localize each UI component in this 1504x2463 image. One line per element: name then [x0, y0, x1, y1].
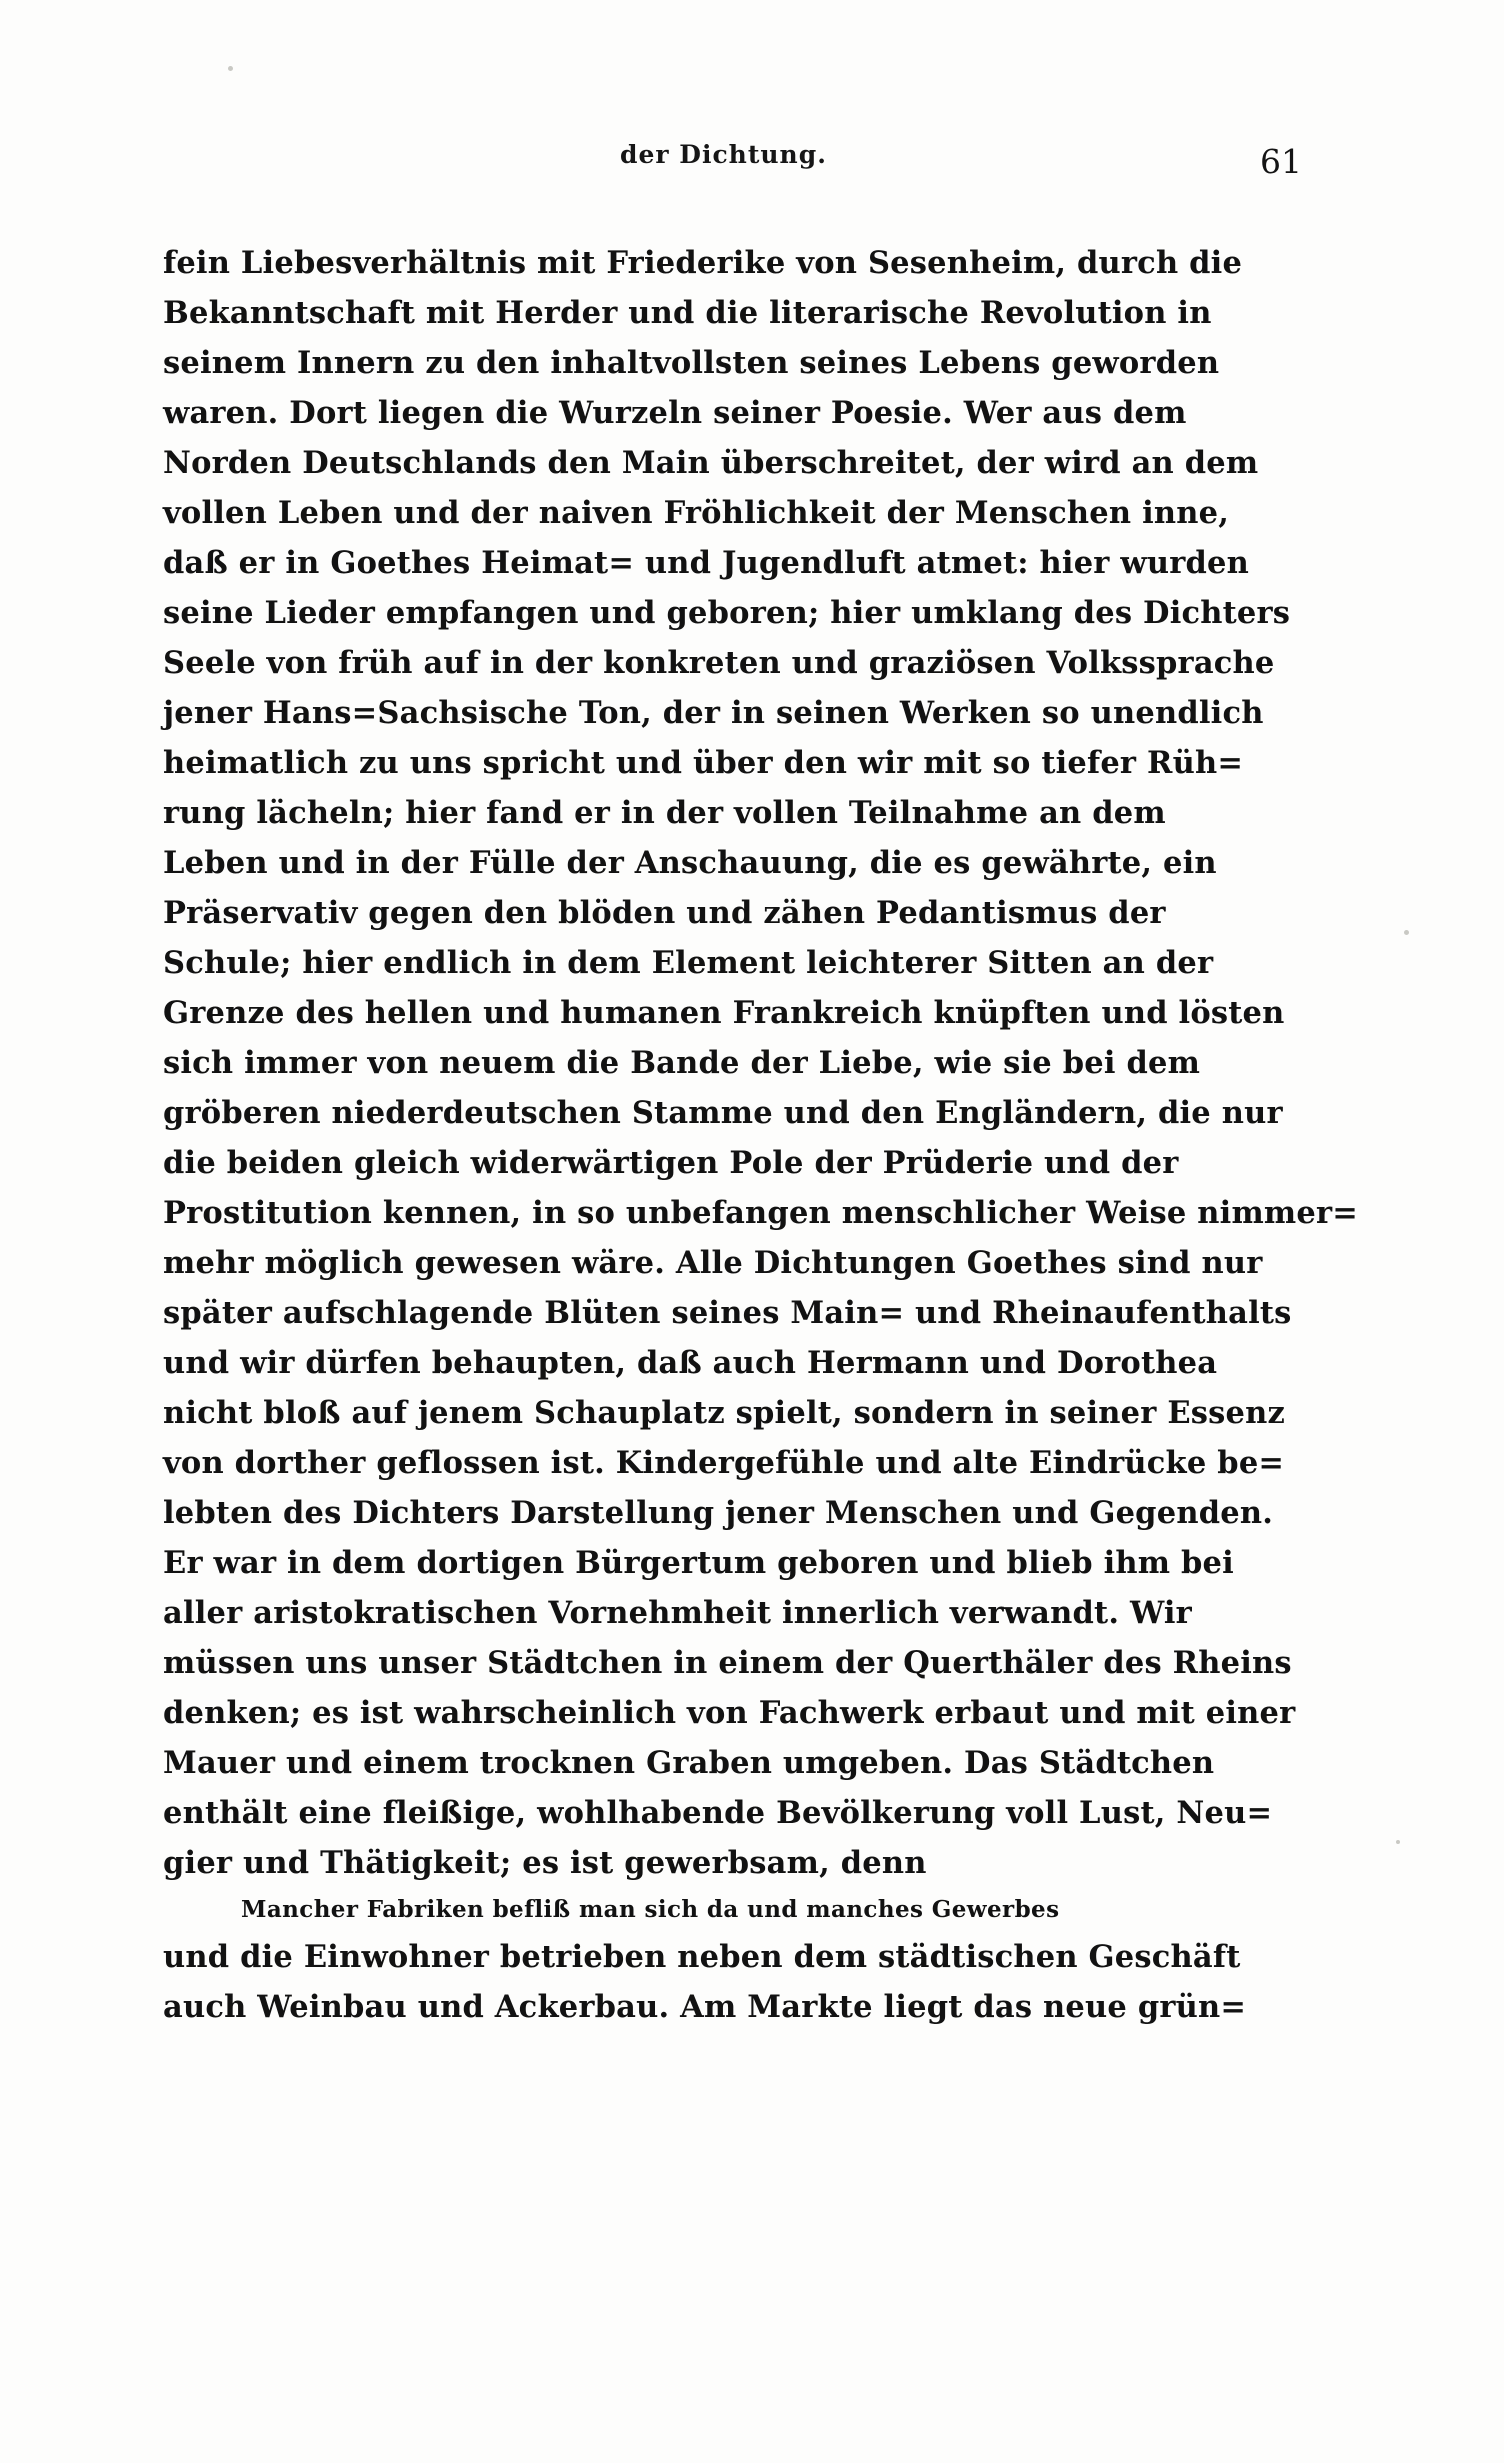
text-line: sich immer von neuem die Bande der Liebe, wie sie bei dem — [163, 1045, 1201, 1081]
page-number: 61 — [1260, 142, 1302, 181]
text-line: von dorther geflossen ist. Kindergefühle und alte Eindrücke be= — [163, 1445, 1285, 1481]
text-line: die beiden gleich widerwärtigen Pole der Prüderie und der — [163, 1145, 1179, 1181]
body-text — [163, 238, 1359, 2032]
text-line: aller aristokratischen Vornehmheit innerlich verwandt. Wir — [163, 1595, 1192, 1631]
text-line: enthält eine fleißige, wohlhabende Bevölkerung voll Lust, Neu= — [163, 1795, 1273, 1831]
text-line: müssen uns unser Städtchen in einem der Querthäler des Rheins — [163, 1645, 1292, 1681]
text-line: heimatlich zu uns spricht und über den wir mit so tiefer Rüh= — [163, 745, 1244, 781]
text-line: fein Liebesverhältnis mit Friederike von Sesenheim, durch die — [163, 245, 1243, 281]
text-line: jener Hans=Sachsische Ton, der in seinen Werken so unendlich — [163, 695, 1264, 731]
text-line: und die Einwohner betrieben neben dem städtischen Geschäft — [163, 1939, 1241, 1975]
paper-speck — [1396, 1840, 1400, 1844]
text-line: und wir dürfen behaupten, daß auch Hermann und Dorothea — [163, 1345, 1218, 1381]
text-line: Präservativ gegen den blöden und zähen Pedantismus der — [163, 895, 1166, 931]
text-line: daß er in Goethes Heimat= und Jugendluft atmet: hier wurden — [163, 545, 1249, 581]
running-head: der Dichtung. — [620, 140, 827, 169]
text-line: lebten des Dichters Darstellung jener Menschen und Gegenden. — [163, 1495, 1274, 1531]
inserted-quotation-line: Mancher Fabriken befliß man sich da und manches Gewerbes — [241, 1896, 1060, 1923]
text-line: Bekanntschaft mit Herder und die literarische Revolution in — [163, 295, 1212, 331]
text-line: denken; es ist wahrscheinlich von Fachwerk erbaut und mit einer — [163, 1695, 1296, 1731]
text-line: seine Lieder empfangen und geboren; hier umklang des Dichters — [163, 595, 1291, 631]
paper-speck — [228, 66, 233, 71]
text-line: Seele von früh auf in der konkreten und graziösen Volkssprache — [163, 645, 1275, 681]
text-line: mehr möglich gewesen wäre. Alle Dichtungen Goethes sind nur — [163, 1245, 1263, 1281]
text-line: seinem Innern zu den inhaltvollsten seines Lebens geworden — [163, 345, 1220, 381]
text-line: Grenze des hellen und humanen Frankreich knüpften und lösten — [163, 995, 1285, 1031]
text-line: Norden Deutschlands den Main überschreitet, der wird an dem — [163, 445, 1259, 481]
text-line: auch Weinbau und Ackerbau. Am Markte liegt das neue grün= — [163, 1989, 1247, 2025]
text-line: gröberen niederdeutschen Stamme und den Engländern, die nur — [163, 1095, 1283, 1131]
text-line: nicht bloß auf jenem Schauplatz spielt, sondern in seiner Essenz — [163, 1395, 1286, 1431]
text-line: später aufschlagende Blüten seines Main= und Rheinaufenthalts — [163, 1295, 1292, 1331]
text-line: Er war in dem dortigen Bürgertum geboren und blieb ihm bei — [163, 1545, 1234, 1581]
text-line: Leben und in der Fülle der Anschauung, die es gewährte, ein — [163, 845, 1217, 881]
text-line: gier und Thätigkeit; es ist gewerbsam, denn — [163, 1845, 927, 1881]
text-line: Mauer und einem trocknen Graben umgeben. Das Städtchen — [163, 1745, 1215, 1781]
text-line: waren. Dort liegen die Wurzeln seiner Poesie. Wer aus dem — [163, 395, 1187, 431]
text-line: Schule; hier endlich in dem Element leichterer Sitten an der — [163, 945, 1214, 981]
page-header — [150, 140, 1350, 200]
text-line: rung lächeln; hier fand er in der vollen Teilnahme an dem — [163, 795, 1166, 831]
text-line: vollen Leben und der naiven Fröhlichkeit der Menschen inne, — [163, 495, 1230, 531]
paper-speck — [1404, 930, 1409, 935]
text-line: Prostitution kennen, in so unbefangen menschlicher Weise nimmer= — [163, 1195, 1359, 1231]
